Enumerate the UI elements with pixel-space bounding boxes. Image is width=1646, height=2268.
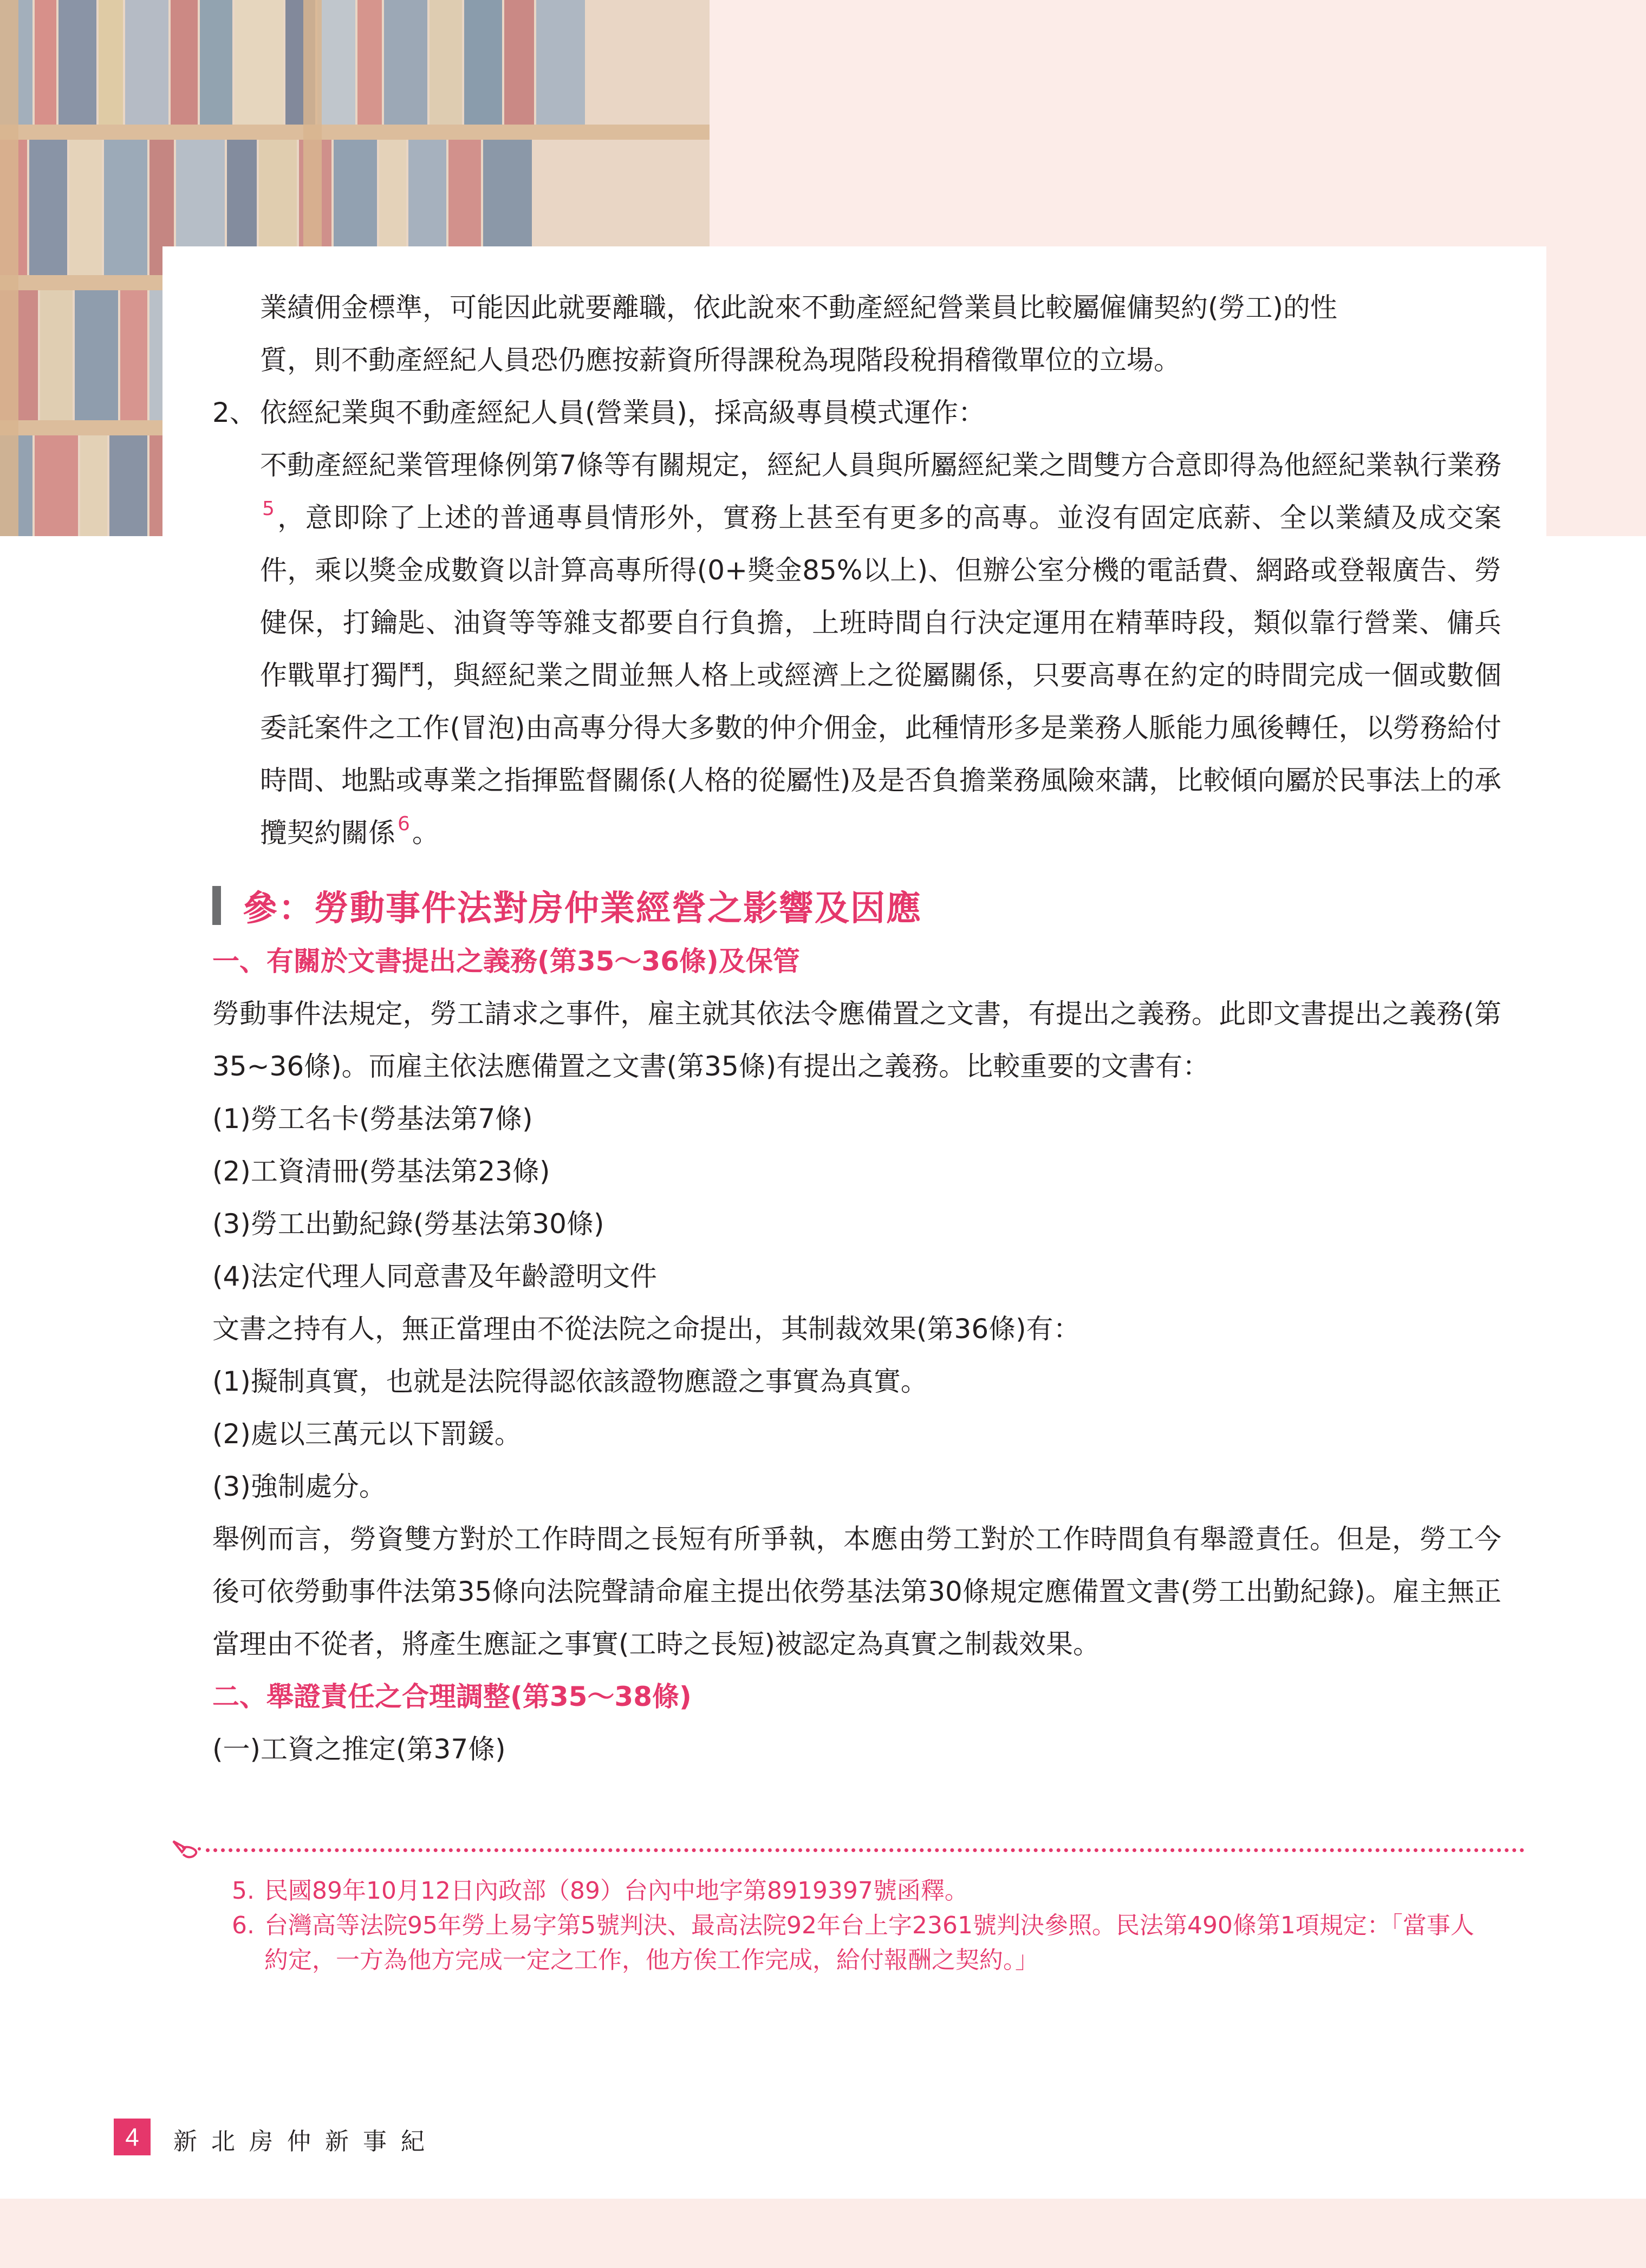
paragraph-line: 質，則不動產經紀人員恐仍應按薪資所得課稅為現階段稅捐稽徵單位的立場。 (260, 344, 1181, 376)
paragraph: 舉例而言，勞資雙方對於工作時間之長短有所爭執，本應由勞工對於工作時間負有舉證責任。但是，勞工今後可依勞動事件法第35條向法院聲請命雇主提出依勞基法第30條規定應備置文書(勞工出勤紀錄)。雇主無正當理由不從者，將產生應証之事實(工時之長短)被認定為真實之制裁效果。 (212, 1523, 1501, 1660)
footnote-5 (232, 1874, 1494, 1908)
magazine-name: 新北房仲新事紀 (173, 2128, 439, 2155)
footnotes (232, 1874, 1494, 1978)
subsection-title-1: 一、有關於文書提出之義務(第35～36條)及保管 (212, 946, 800, 977)
list-item: (3)勞工出勤紀錄(勞基法第30條) (212, 1208, 604, 1240)
pen-hand-icon (171, 1836, 205, 1863)
footnote-text: 民國89年10月12日內政部（89）台內中地字第8919397號函釋。 (264, 1877, 968, 1905)
subsection-title-2: 二、舉證責任之合理調整(第35～38條) (212, 1681, 692, 1712)
item-heading-text: 依經紀業與不動產經紀人員(營業員)，採高級專員模式運作： (260, 397, 986, 428)
paragraph: 勞動事件法規定，勞工請求之事件，雇主就其依法令應備置之文書，有提出之義務。此即文書提出之義務(第35~36條)。而雇主依法應備置之文書(第35條)有提出之義務。比較重要的文書有： (212, 998, 1501, 1082)
list-item: (4)法定代理人同意書及年齡證明文件 (212, 1261, 657, 1292)
paragraph-line: 業績佣金標準，可能因此就要離職，依此說來不動產經紀營業員比較屬僱傭契約(勞工)的性 (260, 292, 1338, 323)
section-heading (212, 876, 1501, 935)
paragraph: (一)工資之推定(第37條) (212, 1733, 506, 1765)
list-item: (1)勞工名卡(勞基法第7條) (212, 1103, 533, 1135)
list-item: (2)工資清冊(勞基法第23條) (212, 1156, 550, 1187)
footnote-text: 台灣高等法院95年勞上易字第5號判決、最高法院92年台上字2361號判決參照。民法第490條第1項規定：「當事人約定，一方為他方完成一定之工作，他方俟工作完成，給付報酬之契約。」 (264, 1912, 1474, 1974)
footnote-ref-5[interactable]: 5 (262, 498, 275, 520)
continued-paragraph (212, 282, 1501, 387)
footnote-number: 6. (232, 1912, 255, 1939)
footnote-6 (232, 1908, 1494, 1978)
body-text: 不動產經紀業管理條例第7條等有關規定，經紀人員與所屬經紀業之間雙方合意即得為他經紀業執行業務 (260, 449, 1501, 481)
list-item: (2)處以三萬元以下罰鍰。 (212, 1418, 522, 1450)
item-2-heading (212, 387, 1501, 439)
footnote-divider (206, 1848, 1525, 1852)
section-bar-marker (212, 886, 221, 925)
section-title: 參：勞動事件法對房仲業經營之影響及因應 (243, 889, 922, 929)
item-number: 2、 (212, 397, 257, 428)
article-body (212, 282, 1501, 1776)
bottom-decor-band (0, 2199, 1646, 2268)
footnote-number: 5. (232, 1877, 255, 1905)
paragraph: 文書之持有人，無正當理由不從法院之命提出，其制裁效果(第36條)有： (212, 1313, 1081, 1345)
list-item: (1)擬制真實，也就是法院得認依該證物應證之事實為真實。 (212, 1366, 928, 1397)
item-2-body (212, 439, 1501, 859)
footnote-ref-6[interactable]: 6 (398, 813, 410, 835)
body-text: ，意即除了上述的普通專員情形外，實務上甚至有更多的高專。並沒有固定底薪、全以業績及成交案件，乘以獎金成數資以計算高專所得(0+獎金85%以上)、但辦公室分機的電話費、網路或登報廣告、勞健保，打鑰匙、油資等等雜支都要自行負擔，上班時間自行決定運用在精華時段，類似靠行營業、傭兵作戰單打獨鬥，與經紀業之間並無人格上或經濟上之從屬關係，只要高專在約定的時間完成一個或數個委託案件之工作(冒泡)由高專分得大多數的仲介佣金，此種情形多是業務人脈能力風後轉任，以勞務給付時間、地點或專業之指揮監督關係(人格的從屬性)及是否負擔業務風險來講，比較傾向屬於民事法上的承攬契約關係 (260, 502, 1501, 849)
body-text: 。 (412, 817, 439, 849)
list-item: (3)強制處分。 (212, 1471, 386, 1502)
page-number: 4 (114, 2119, 151, 2155)
